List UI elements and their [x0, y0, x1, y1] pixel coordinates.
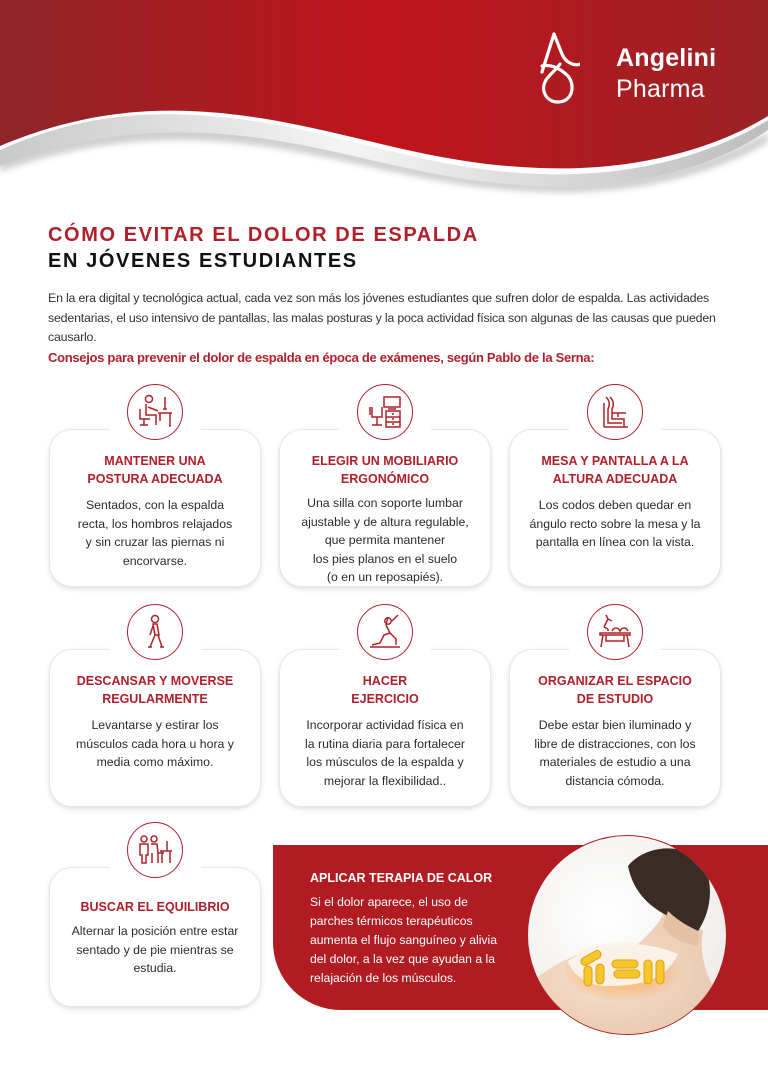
desk-height-icon: [587, 384, 643, 440]
study-desk-lamp-icon: [587, 604, 643, 660]
tip-body: Alternar la posición entre estar sentado y de pie mientras se estudia.: [71, 924, 239, 975]
tip-body: Una silla con soporte lumbar ajustable y de altura regulable, que permita mantener los pies planos en el suelo (o en un reposapiés).: [301, 496, 469, 584]
seated-desk-icon: [127, 384, 183, 440]
tip-title: DESCANSAR Y MOVERSE REGULARMENTE: [76, 674, 234, 706]
tip-title: ELEGIR UN MOBILIARIO ERGONÓMICO: [311, 454, 459, 486]
brand-name: Angelini: [616, 44, 717, 72]
intro-paragraph: En la era digital y tecnológica actual, cada vez son más los jóvenes estudiantes que sufren dolor de espalda. Las actividades sedentarias, el uso intensivo de pantallas, las malas posturas y la poca actividad física son algunas de las causas que pueden causarlo.: [48, 291, 716, 344]
stand-sit-balance-icon: [127, 822, 183, 878]
tip-card: [510, 430, 720, 586]
tip-card: [280, 650, 490, 806]
tip-card: [50, 650, 260, 806]
angelini-logo-mark-icon: [536, 30, 580, 106]
tip-title: HACER EJERCICIO: [351, 674, 419, 706]
angelini-logo: [536, 30, 726, 110]
man-neck-heat-patches-photo: [527, 835, 727, 1035]
tip-body: Sentados, con la espalda recta, los hombros relajados y sin cruzar las piernas ni encorvarse.: [77, 498, 233, 568]
tip-body: Debe estar bien iluminado y libre de distracciones, con los materiales de estudio a una distancia cómoda.: [534, 718, 696, 788]
tip-card: [50, 430, 260, 586]
walking-person-icon: [127, 604, 183, 660]
heat-therapy-body: Si el dolor aparece, el uso de parches térmicos terapéuticos aumenta el flujo sanguíneo y alivia del dolor, a la vez que ayudan a la relajación de los músculos.: [310, 895, 497, 985]
brand-subname: Pharma: [616, 75, 705, 103]
tip-card: [50, 868, 260, 1006]
tips-heading: Consejos para prevenir el dolor de espalda en época de exámenes, según Pablo de la Serna:: [48, 350, 595, 365]
tip-title: MESA Y PANTALLA A LA ALTURA ADECUADA: [541, 454, 689, 486]
tip-title: MANTENER UNA POSTURA ADECUADA: [87, 454, 223, 486]
page-title: CÓMO EVITAR EL DOLOR DE ESPALDA: [48, 224, 479, 246]
tip-body: Levantarse y estirar los músculos cada hora u hora y media como máximo.: [76, 718, 234, 769]
heat-therapy-title: APLICAR TERAPIA DE CALOR: [310, 871, 493, 885]
exercise-stretch-icon: [357, 604, 413, 660]
tip-body: Los codos deben quedar en ángulo recto sobre la mesa y la pantalla en línea con la vista.: [529, 498, 701, 549]
tip-card: [280, 430, 490, 586]
tip-body: Incorporar actividad física en la rutina diaria para fortalecer los músculos de la espalda y mejorar la flexibilidad..: [305, 718, 465, 788]
header-banner: [0, 0, 768, 200]
page-subtitle: EN JÓVENES ESTUDIANTES: [48, 250, 358, 272]
tip-title: ORGANIZAR EL ESPACIO DE ESTUDIO: [538, 674, 692, 706]
tip-card: [510, 650, 720, 806]
ergonomic-furniture-icon: [357, 384, 413, 440]
tip-title: BUSCAR EL EQUILIBRIO: [80, 900, 230, 914]
